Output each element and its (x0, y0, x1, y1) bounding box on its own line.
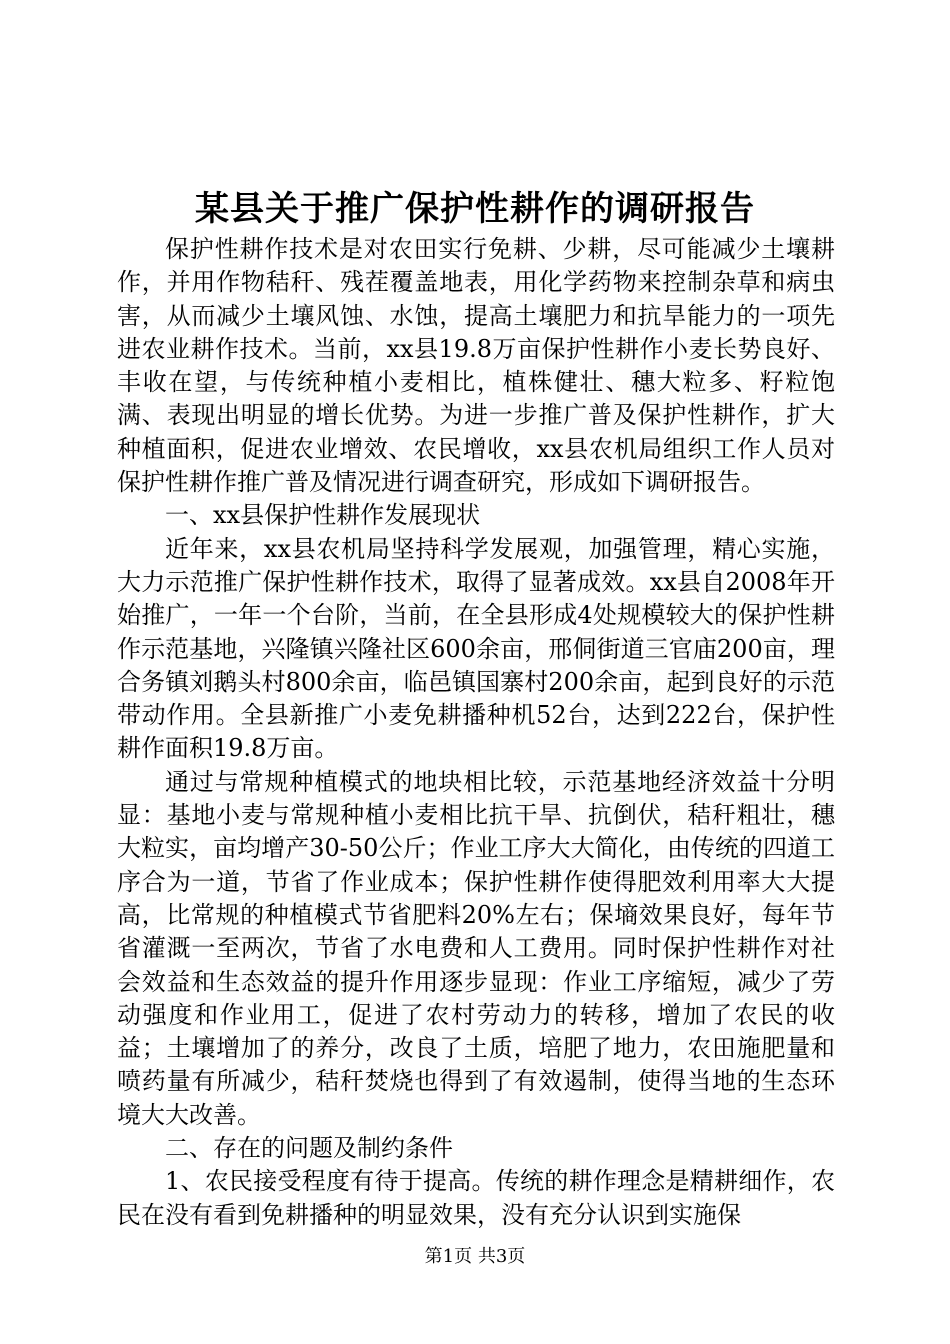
document-title: 某县关于推广保护性耕作的调研报告 (195, 189, 755, 229)
paragraph-intro: 保护性耕作技术是对农田实行免耕、少耕，尽可能减少土壤耕作，并用作物秸秆、残茬覆盖地表，用化学药物来控制杂草和病虫害，从而减少土壤风蚀、水蚀，提高土壤肥力和抗旱能力的一项先进农业耕作技术。当前，xx县19.8万亩保护性耕作小麦长势良好、丰收在望，与传统种植小麦相比，植株健壮、穗大粒多、籽粒饱满、表现出明显的增长优势。为进一步推广普及保护性耕作，扩大种植面积，促进农业增效、农民增收，xx县农机局组织工作人员对保护性耕作推广普及情况进行调查研究，形成如下调研报告。 (117, 235, 835, 497)
page-footer: 第1页 共3页 (424, 1246, 526, 1267)
document-body (117, 233, 835, 1232)
paragraph-status: 近年来，xx县农机局坚持科学发展观，加强管理，精心实施，大力示范推广保护性耕作技术，取得了显著成效。xx县自2008年开始推广，一年一个台阶，当前，在全县形成4处规模较大的保护性耕作示范基地，兴隆镇兴隆社区600余亩，邢侗街道三官庙200亩，理合务镇刘鹅头村800余亩，临邑镇国寨村200余亩，起到良好的示范带动作用。全县新推广小麦免耕播种机52台，达到222台，保护性耕作面积19.8万亩。 (117, 534, 835, 763)
section-heading-1: 一、xx县保护性耕作发展现状 (165, 501, 481, 530)
paragraph-problem-1: 1、农民接受程度有待于提高。传统的耕作理念是精耕细作，农民在没有看到免耕播种的明显效果，没有充分认识到实施保 (117, 1167, 835, 1229)
paragraph-benefits: 通过与常规种植模式的地块相比较，示范基地经济效益十分明显：基地小麦与常规种植小麦相比抗干旱、抗倒伏，秸秆粗壮，穗大粒实，亩均增产30-50公斤；作业工序大大简化，由传统的四道工序合为一道，节省了作业成本；保护性耕作使得肥效利用率大大提高，比常规的种植模式节省肥料20%左右；保墒效果良好，每年节省灌溉一至两次，节省了水电费和人工费用。同时保护性耕作对社会效益和生态效益的提升作用逐步显现：作业工序缩短，减少了劳动强度和作业用工，促进了农村劳动力的转移，增加了农民的收益；土壤增加了的养分，改良了土质，培肥了地力，农田施肥量和喷药量有所减少，秸秆焚烧也得到了有效遏制，使得当地的生态环境大大改善。 (117, 767, 835, 1129)
section-heading-2: 二、存在的问题及制约条件 (165, 1134, 453, 1163)
